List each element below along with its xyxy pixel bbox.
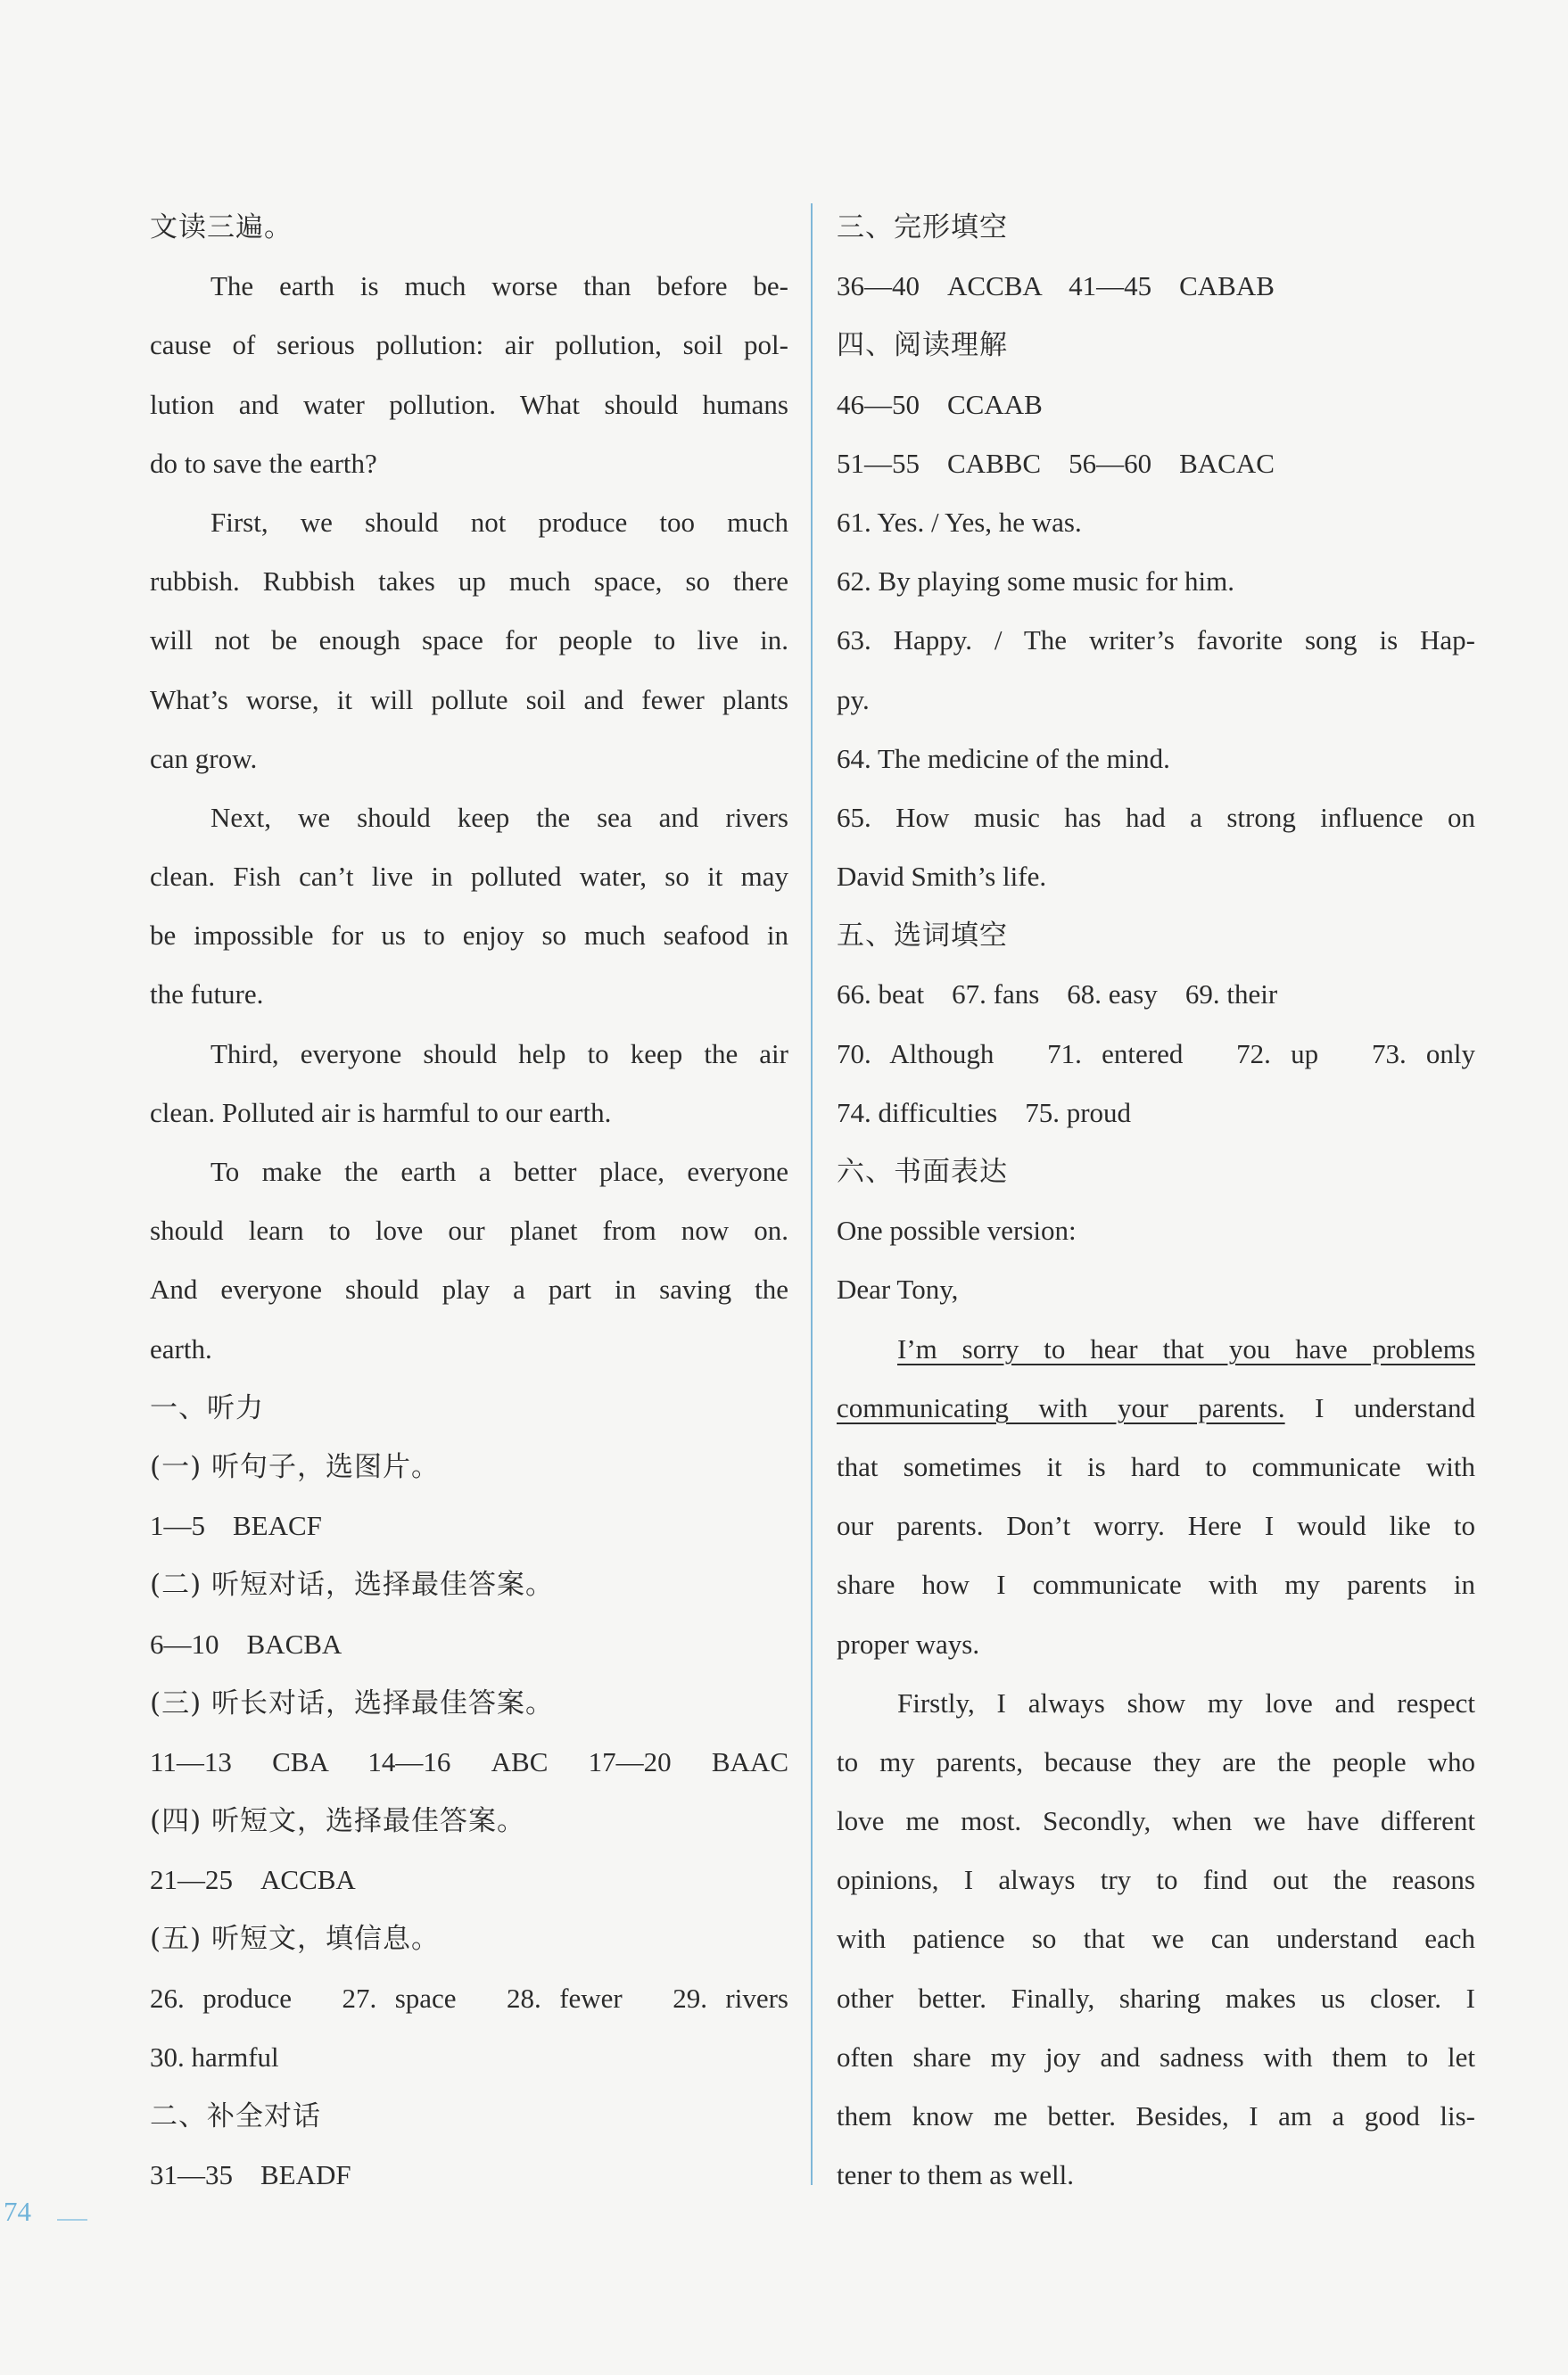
left-column-line: 6—10 BACBA <box>150 1628 342 1660</box>
left-column-line: 文读三遍。 <box>150 211 293 243</box>
left-column-line: clean. Polluted air is harmful to our earth. <box>150 1096 612 1128</box>
right-column-line: 63. Happy. / The writer’s favorite song is Hap- <box>837 624 1475 656</box>
left-column-line: will not be enough space for people to live in. <box>150 624 788 656</box>
left-column-line: should learn to love our planet from now on. <box>150 1215 788 1247</box>
column-divider <box>811 203 813 2185</box>
left-column-line: clean. Fish can’t live in polluted water, so it may <box>150 861 788 893</box>
right-column <box>837 198 1475 2205</box>
right-column-line: often share my joy and sadness with them to let <box>837 2041 1475 2073</box>
right-column-line: David Smith’s life. <box>837 861 1047 893</box>
left-column-line: First, we should not produce too much <box>210 506 788 538</box>
right-column-line: opinions, I always try to find out the reasons <box>837 1864 1475 1896</box>
left-column-line: (三) 听长对话，选择最佳答案。 <box>150 1686 555 1719</box>
left-column-line: Third, everyone should help to keep the air <box>210 1037 788 1069</box>
left-column-line: can grow. <box>150 742 258 774</box>
left-column-line: To make the earth a better place, everyone <box>210 1156 788 1187</box>
right-column-line: 62. By playing some music for him. <box>837 565 1235 598</box>
right-column-line: 64. The medicine of the mind. <box>837 742 1170 774</box>
right-column-line: tener to them as well. <box>837 2159 1074 2191</box>
right-column-line: 61. Yes. / Yes, he was. <box>837 506 1082 538</box>
right-column-line: One possible version: <box>837 1215 1077 1247</box>
right-column-line <box>837 1320 1475 1379</box>
left-column-line: (五) 听短文，填信息。 <box>150 1923 441 1956</box>
right-column-line: 66. beat 67. fans 68. easy 69. their <box>837 978 1278 1010</box>
left-column-line: (二) 听短对话，选择最佳答案。 <box>150 1569 555 1602</box>
left-column-line: 31—35 BEADF <box>150 2159 351 2191</box>
left-column-line: 一、听力 <box>150 1391 264 1424</box>
left-column-line: (四) 听短文，选择最佳答案。 <box>150 1805 526 1838</box>
right-column-line: proper ways. <box>837 1628 980 1660</box>
right-column-line: share how I communicate with my parents in <box>837 1569 1475 1601</box>
right-column-line: them know me better. Besides, I am a good lis- <box>837 2100 1475 2132</box>
right-column-line <box>837 1379 1475 1438</box>
right-column-line: with patience so that we can understand each <box>837 1923 1475 1955</box>
left-column-line: Next, we should keep the sea and rivers <box>210 801 788 833</box>
left-column-line: (一) 听句子，选图片。 <box>150 1450 441 1483</box>
right-column-line: 六、书面表达 <box>837 1156 1008 1188</box>
left-column-line: 30. harmful <box>150 2041 279 2073</box>
left-column-line: 21—25 ACCBA <box>150 1864 356 1896</box>
right-column-line: our parents. Don’t worry. Here I would like to <box>837 1510 1475 1542</box>
right-column-line: love me most. Secondly, when we have different <box>837 1805 1475 1837</box>
right-column-line: that sometimes it is hard to communicate with <box>837 1450 1475 1482</box>
right-column-line: Dear Tony, <box>837 1274 959 1306</box>
right-column-line: Firstly, I always show my love and respect <box>897 1686 1475 1719</box>
left-column-line: earth. <box>150 1332 212 1365</box>
right-column-line: to my parents, because they are the people who <box>837 1745 1475 1777</box>
left-column-line: The earth is much worse than before be- <box>210 270 788 302</box>
left-column-line: cause of serious pollution: air pollution, soil pol- <box>150 329 788 361</box>
left-column <box>150 198 788 2205</box>
right-column-line: 46—50 CCAAB <box>837 388 1043 420</box>
right-column-line: 四、阅读理解 <box>837 329 1008 362</box>
left-column-line: And everyone should play a part in saving the <box>150 1274 788 1306</box>
right-column-line: 74. difficulties 75. proud <box>837 1096 1132 1128</box>
right-column-line: 70. Although 71. entered 72. up 73. only <box>837 1037 1475 1069</box>
right-column-line: py. <box>837 683 870 715</box>
right-column-line: 36—40 ACCBA 41—45 CABAB <box>837 270 1275 302</box>
page-number-dash <box>57 2219 87 2221</box>
right-column-line: 五、选词填空 <box>837 919 1008 952</box>
right-column-line: 65. How music has had a strong influence on <box>837 801 1475 833</box>
underlined-phrase: I’m sorry to hear that you have problems <box>897 1332 1475 1365</box>
left-column-line: What’s worse, it will pollute soil and fewer plants <box>150 683 788 715</box>
underlined-phrase: communicating with your parents. <box>837 1391 1285 1423</box>
left-column-line: be impossible for us to enjoy so much seafood in <box>150 919 788 952</box>
left-column-line: lution and water pollution. What should humans <box>150 388 788 420</box>
left-column-line: 26. produce 27. space 28. fewer 29. rivers <box>150 1982 788 2014</box>
page-number: 74 <box>4 2196 31 2227</box>
right-column-line: 51—55 CABBC 56—60 BACAC <box>837 447 1275 479</box>
left-column-line: 11—13 CBA 14—16 ABC 17—20 BAAC <box>150 1745 788 1777</box>
left-column-line: do to save the earth? <box>150 447 377 479</box>
right-column-line: other better. Finally, sharing makes us closer. I <box>837 1982 1475 2014</box>
left-column-line: rubbish. Rubbish takes up much space, so there <box>150 565 788 598</box>
left-column-line: 二、补全对话 <box>150 2100 321 2132</box>
left-column-line: 1—5 BEACF <box>150 1510 322 1542</box>
left-column-line: the future. <box>150 978 264 1010</box>
right-column-line: 三、完形填空 <box>837 211 1008 243</box>
line-rest: I understand <box>1315 1391 1475 1423</box>
